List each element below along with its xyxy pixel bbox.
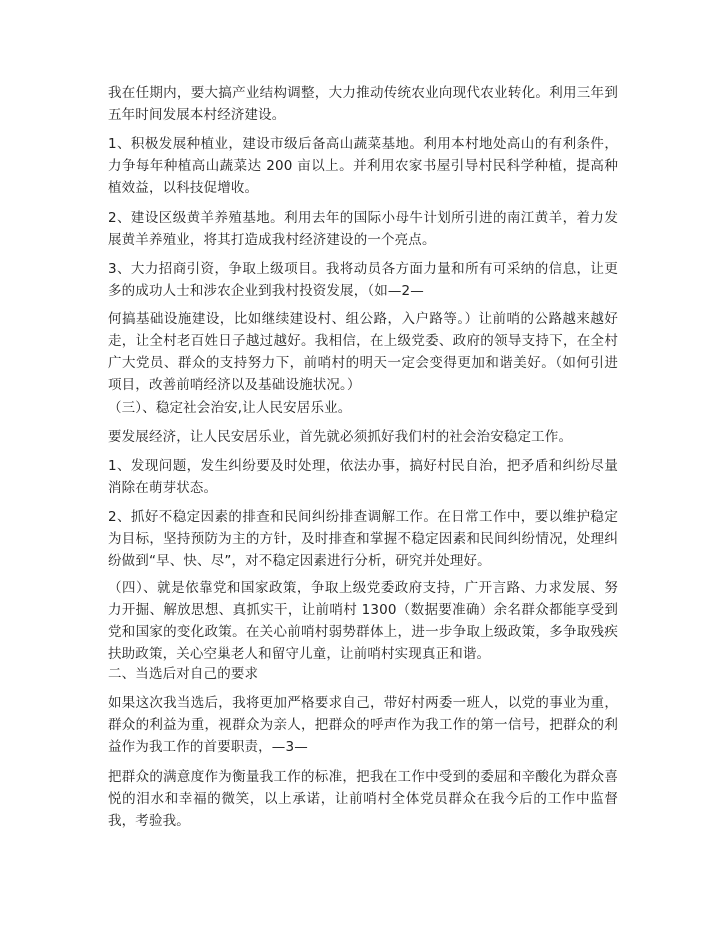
paragraph-self-requirements: 如果这次我当选后，我将更加严格要求自己，带好村两委一班人，以党的事业为重，群众的利益为重，视群众为亲人，把群众的呼声作为我工作的第一信号，把群众的利益作为我工作的首要职责，—3— xyxy=(108,695,618,755)
paragraph-disputes-1: 1、发现问题，发生纠纷要及时处理，依法办事，搞好村民自治，把矛盾和纠纷尽量消除在萌芽状态。 xyxy=(108,458,618,496)
section-heading-2: 二、当选后对自己的要求 xyxy=(108,666,259,682)
paragraph-disputes-2: 2、抓好不稳定因素的排查和民间纠纷排查调解工作。在日常工作中，要以维护稳定为目标，坚持预防为主的方针，及时排查和掌握不稳定因素和民间纠纷情况，处理纠纷做到“早、快、尽”，对不稳定因素进行分析，研究并处理好。 xyxy=(108,509,618,569)
paragraph-item-2-goats: 2、建设区级黄羊养殖基地。利用去年的国际小母牛计划所引进的南江黄羊，着力发展黄羊养殖业，将其打造成我村经济建设的一个亮点。 xyxy=(108,210,618,248)
paragraph-commitment: 把群众的满意度作为衡量我工作的标准，把我在工作中受到的委屈和辛酸化为群众喜悦的泪水和幸福的微笑，以上承诺，让前哨村全体党员群众在我今后的工作中监督我，考验我。 xyxy=(108,769,618,829)
paragraph-public-order: 要发展经济，让人民安居乐业，首先就必须抓好我们村的社会治安稳定工作。 xyxy=(108,429,573,445)
paragraph-infrastructure: 何搞基础设施建设，比如继续建设村、组公路，入户路等。）让前哨的公路越来越好走，让全村老百姓日子越过越好。我相信，在上级党委、政府的领导支持下，在全村广大党员、群众的支持努力下，前哨村的明天一定会变得更加和谐美好。（如何引进项目，改善前哨经济以及基础设施状况。） xyxy=(108,311,618,393)
section-heading-3: （三）、稳定社会治安,让人民安居乐业。 xyxy=(108,400,352,416)
section-heading-4-paragraph: （四）、就是依靠党和国家政策，争取上级党委政府支持，广开言路、力求发展、努力开掘、解放思想、真抓实干，让前哨村 1300（数据要准确）余名群众都能享受到党和国家的变化政策。在关心前哨村弱势群体上，进一步争取上级政策，多争取残疾扶助政策，关心空巢老人和留守儿童，让前哨村实现真正和谐。 xyxy=(108,580,618,662)
paragraph-item-1-vegetables: 1、积极发展种植业，建设市级后备高山蔬菜基地。利用本村地处高山的有利条件，力争每年种植高山蔬菜达 200 亩以上。并利用农家书屋引导村民科学种植，提高种植效益，以科技促增收。 xyxy=(108,136,618,196)
paragraph-intro: 我在任期内，要大搞产业结构调整，大力推动传统农业向现代农业转化。利用三年到五年时间发展本村经济建设。 xyxy=(108,85,618,123)
paragraph-item-3-investment: 3、大力招商引资，争取上级项目。我将动员各方面力量和所有可采纳的信息，让更多的成功人士和涉农企业到我村投资发展，（如—2— xyxy=(108,261,618,299)
